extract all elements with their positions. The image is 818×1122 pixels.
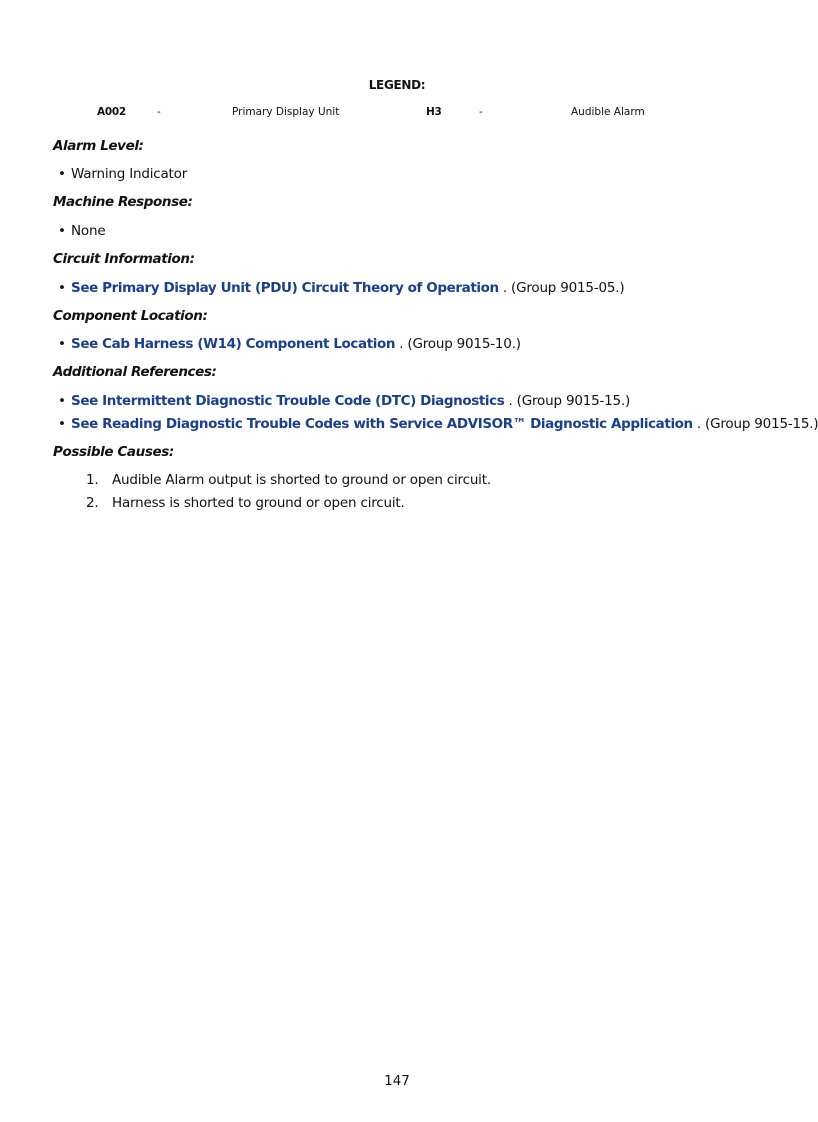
- group-reference: . (Group 9015-15.): [504, 393, 631, 409]
- link-intermittent-dtc-diagnostics[interactable]: See Intermittent Diagnostic Trouble Code (DTC) Diagnostics: [71, 393, 505, 409]
- link-cab-harness-location[interactable]: See Cab Harness (W14) Component Location: [71, 336, 396, 352]
- group-reference: . (Group 9015-05.): [498, 280, 625, 296]
- cause-text: Harness is shorted to ground or open circuit.: [112, 495, 405, 511]
- heading-circuit-information: Circuit Information:: [53, 251, 195, 267]
- legend-title: LEGEND:: [368, 78, 426, 92]
- list-item-possible-cause: [86, 472, 491, 488]
- item-number: 2.: [86, 495, 99, 511]
- list-item-additional-reference: [58, 416, 818, 432]
- bullet-icon: •: [58, 166, 66, 182]
- list-item-machine-response: [58, 223, 105, 239]
- machine-response-value: None: [71, 223, 106, 239]
- list-item-circuit-information: [58, 280, 624, 296]
- list-item-possible-cause: [86, 495, 405, 511]
- heading-possible-causes: Possible Causes:: [53, 444, 174, 460]
- page-number: 147: [384, 1073, 410, 1089]
- heading-additional-references: Additional References:: [53, 364, 217, 380]
- bullet-icon: •: [58, 280, 66, 296]
- legend-code-h3: H3: [426, 106, 442, 118]
- bullet-icon: •: [58, 223, 66, 239]
- bullet-icon: •: [58, 393, 66, 409]
- legend-description-primary-display-unit: Primary Display Unit: [232, 106, 340, 118]
- legend-code-a002: A002: [97, 106, 126, 118]
- legend-separator: -: [479, 106, 483, 118]
- alarm-level-value: Warning Indicator: [71, 166, 188, 182]
- group-reference: . (Group 9015-15.): [692, 416, 818, 432]
- link-reading-dtc-service-advisor[interactable]: See Reading Diagnostic Trouble Codes with Service ADVISOR™ Diagnostic Application: [71, 416, 693, 432]
- list-item-component-location: [58, 336, 521, 352]
- item-number: 1.: [86, 472, 99, 488]
- bullet-icon: •: [58, 416, 66, 432]
- legend-row: [0, 106, 794, 120]
- heading-component-location: Component Location:: [53, 308, 208, 324]
- group-reference: . (Group 9015-10.): [395, 336, 521, 352]
- link-pdu-circuit-theory[interactable]: See Primary Display Unit (PDU) Circuit Theory of Operation: [71, 280, 499, 296]
- list-item-alarm-level: [58, 166, 187, 182]
- cause-text: Audible Alarm output is shorted to ground or open circuit.: [112, 472, 491, 488]
- legend-separator: -: [157, 106, 161, 118]
- heading-alarm-level: Alarm Level:: [53, 138, 144, 154]
- heading-machine-response: Machine Response:: [53, 194, 193, 210]
- list-item-additional-reference: [58, 393, 630, 409]
- bullet-icon: •: [58, 336, 66, 352]
- legend-description-audible-alarm: Audible Alarm: [571, 106, 645, 118]
